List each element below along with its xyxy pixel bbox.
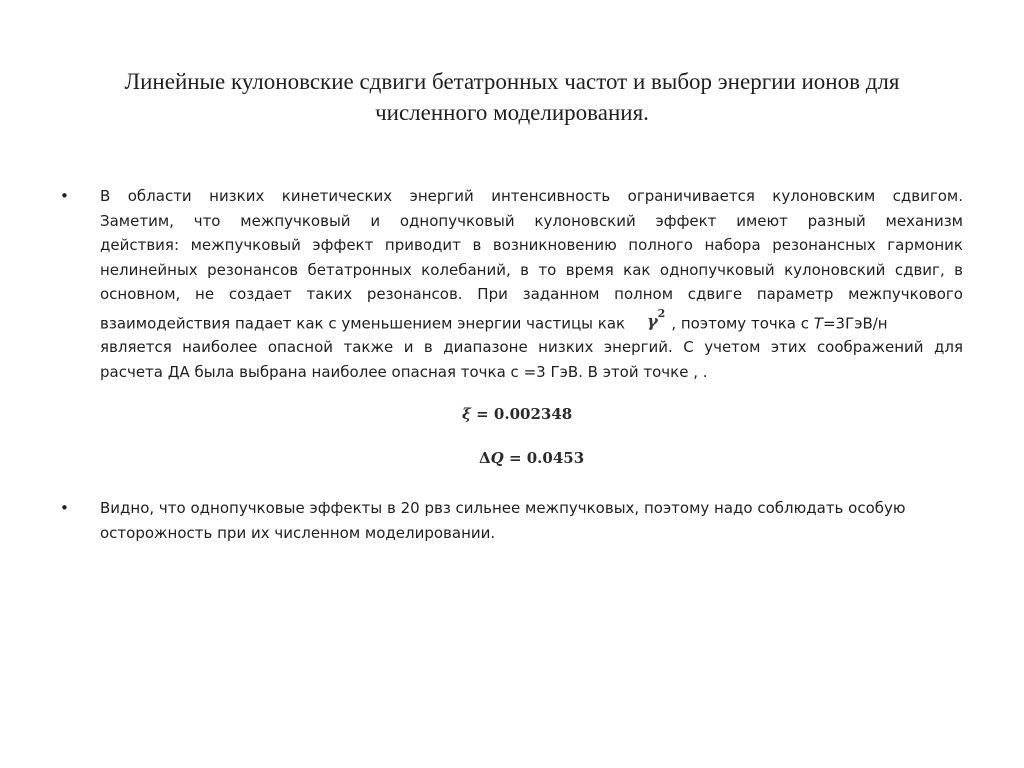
bullet-line: В области низких кинетических энергий интенсивность ограничивается кулоновским сдвигом.	[100, 187, 963, 205]
bullet-line: нелинейных резонансов бетатронных колебаний, в то время как однопучковый кулоновский сдвиг, в	[100, 260, 963, 279]
formula-delta-q	[479, 449, 584, 467]
bullet-line: Заметим, что межпучковый и однопучковый кулоновский эффект имеют разный механизм	[100, 211, 963, 230]
line-text-before-gamma: взаимодействия падает как с уменьшением энергии частицы как	[100, 313, 626, 332]
bullet-item-2	[60, 496, 963, 545]
q-symbol: Q	[490, 449, 504, 467]
title-line-1: Линейные кулоновские сдвиги бетатронных частот и выбор энергии ионов для	[124, 69, 900, 94]
formula-xi	[462, 405, 572, 423]
xi-symbol: ξ	[462, 405, 471, 423]
gamma-symbol: γ	[647, 310, 658, 330]
xi-value: = 0.002348	[476, 405, 573, 423]
gamma-power: 2	[657, 306, 666, 320]
delta-q-value: = 0.0453	[508, 449, 585, 467]
bullet-marker: •	[60, 499, 69, 517]
bullet-line-with-gamma	[100, 307, 963, 336]
bullet-line: основном, не создает таких резонансов. При заданном полном сдвиге параметр межпучкового	[100, 285, 963, 303]
energy-symbol-T: T	[813, 313, 823, 332]
bullet-line: действия: межпучковый эффект приводит в возникновению полного набора резонансных гармоник	[100, 236, 963, 254]
energy-value: =3ГэВ/н	[822, 313, 888, 332]
bullet-text-1	[100, 184, 963, 384]
bullet-line: расчета ДА была выбрана наиболее опасная точка с =3 ГэВ. В этой точке , .	[100, 362, 708, 381]
gamma-squared-formula	[647, 307, 665, 334]
delta-symbol: Δ	[479, 449, 491, 467]
line-text-after-gamma: , поэтому точка с	[671, 313, 810, 332]
bullet-marker: •	[60, 187, 69, 205]
bullet-item-1	[60, 184, 963, 384]
bullet-line: является наиболее опасной также и в диапазоне низких энергий. С учетом этих соображений для	[100, 338, 963, 357]
bullet-line: Видно, что однопучковые эффекты в 20 рвз сильнее межпучковых, поэтому надо соблюдать особую	[100, 499, 906, 517]
slide-title	[60, 66, 964, 128]
bullet-line: осторожность при их численном моделировании.	[100, 523, 496, 542]
title-line-2: численного моделирования.	[375, 100, 649, 125]
bullet-text-2	[100, 496, 963, 545]
